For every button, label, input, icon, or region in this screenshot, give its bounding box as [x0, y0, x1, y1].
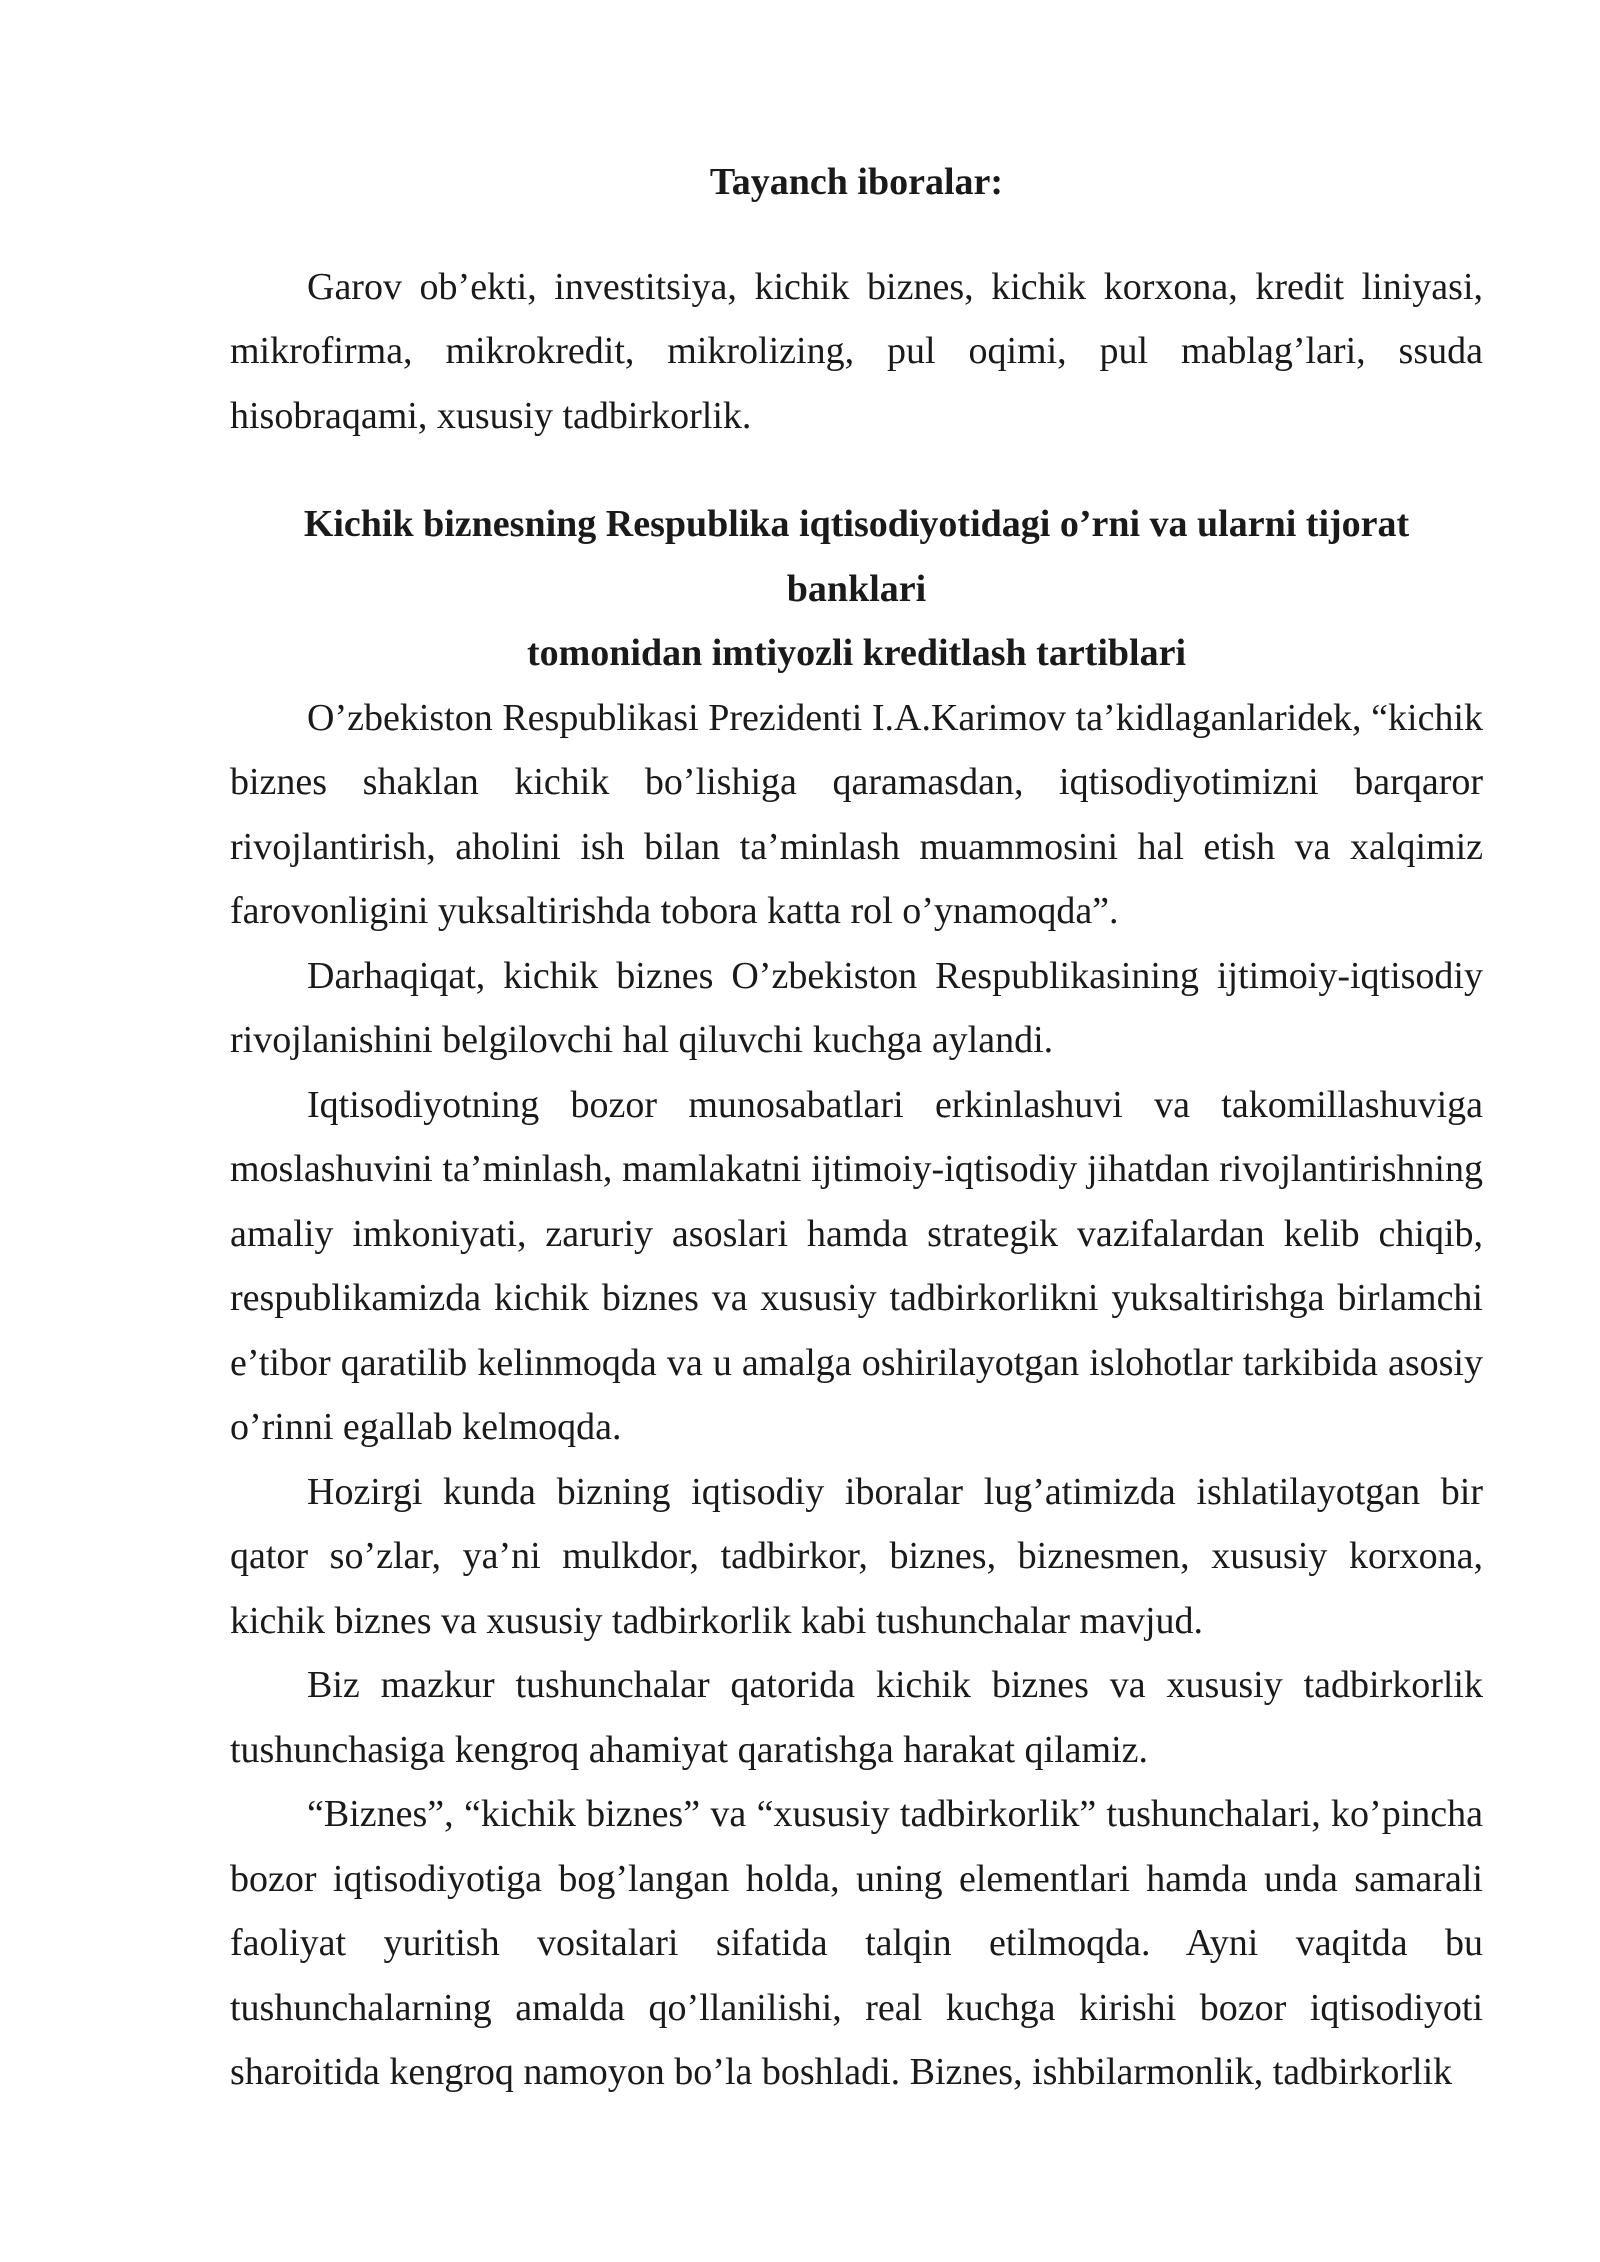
paragraph-5: Biz mazkur tushunchalar qatorida kichik biznes va xususiy tadbirkorlik tushunchasiga kengroq ahamiyat qaratishga harakat qilamiz.: [230, 1664, 1483, 1771]
page-content: [230, 150, 1483, 2105]
section-title: [230, 492, 1483, 686]
section-title-line-2: tomonidan imtiyozli kreditlash tartiblari: [526, 632, 1187, 674]
paragraph-4: Hozirgi kunda bizning iqtisodiy iboralar lug’atimizda ishlatilayotgan bir qator so’zlar, ya’ni mulkdor, tadbirkor, biznes, biznesmen, xususiy korxona, kichik biznes va xususiy tadbirkorlik kabi tushunchalar mavjud.: [230, 1470, 1483, 1642]
section-title-line-1: Kichik biznesning Respublika iqtisodiyotidagi o’rni va ularni tijorat banklari: [303, 503, 1410, 610]
keywords-text: Garov ob’ekti, investitsiya, kichik biznes, kichik korxona, kredit liniyasi, mikrofirma, mikrokredit, mikrolizing, pul oqimi, pul mablag’lari, ssuda hisobraqami, xususiy tadbirkorlik.: [230, 265, 1483, 437]
paragraph-6: “Biznes”, “kichik biznes” va “xususiy tadbirkorlik” tushunchalari, ko’pincha bozor iqtisodiyotiga bog’langan holda, uning elementlari hamda unda samarali faoliyat yuritish vositalari sifatida talqin etilmoqda. Ayni vaqitda bu tushunchalarning amalda qo’llanilishi, real kuchga kirishi bozor iqtisodiyoti sharoitida kengroq namoyon bo’la boshladi. Biznes, ishbilarmonlik, tadbirkorlik: [230, 1793, 1483, 2093]
keywords-heading: Tayanch iboralar:: [709, 161, 1004, 203]
paragraph-2: Darhaqiqat, kichik biznes O’zbekiston Respublikasining ijtimoiy-iqtisodiy rivojlanishini belgilovchi hal qiluvchi kuchga aylandi.: [230, 954, 1483, 1061]
paragraph-1: O’zbekiston Respublikasi Prezidenti I.A.Karimov ta’kidlaganlaridek, “kichik biznes shaklan kichik bo’lishiga qaramasdan, iqtisodiyotimizni barqaror rivojlantirish, aholini ish bilan ta’minlash muammosini hal etish va xalqimiz farovonligini yuksaltirishda tobora katta rol o’ynamoqda”.: [230, 696, 1483, 932]
paragraph-3: Iqtisodiyotning bozor munosabatlari erkinlashuvi va takomillashuviga moslashuvini ta’minlash, mamlakatni ijtimoiy-iqtisodiy jihatdan rivojlantirishning amaliy imkoniyati, zaruriy asoslari hamda strategik vazifalardan kelib chiqib, respublikamizda kichik biznes va xususiy tadbirkorlikni yuksaltirishga birlamchi e’tibor qaratilib kelinmoqda va u amalga oshirilayotgan islohotlar tarkibida asosiy o’rinni egallab kelmoqda.: [230, 1083, 1483, 1448]
